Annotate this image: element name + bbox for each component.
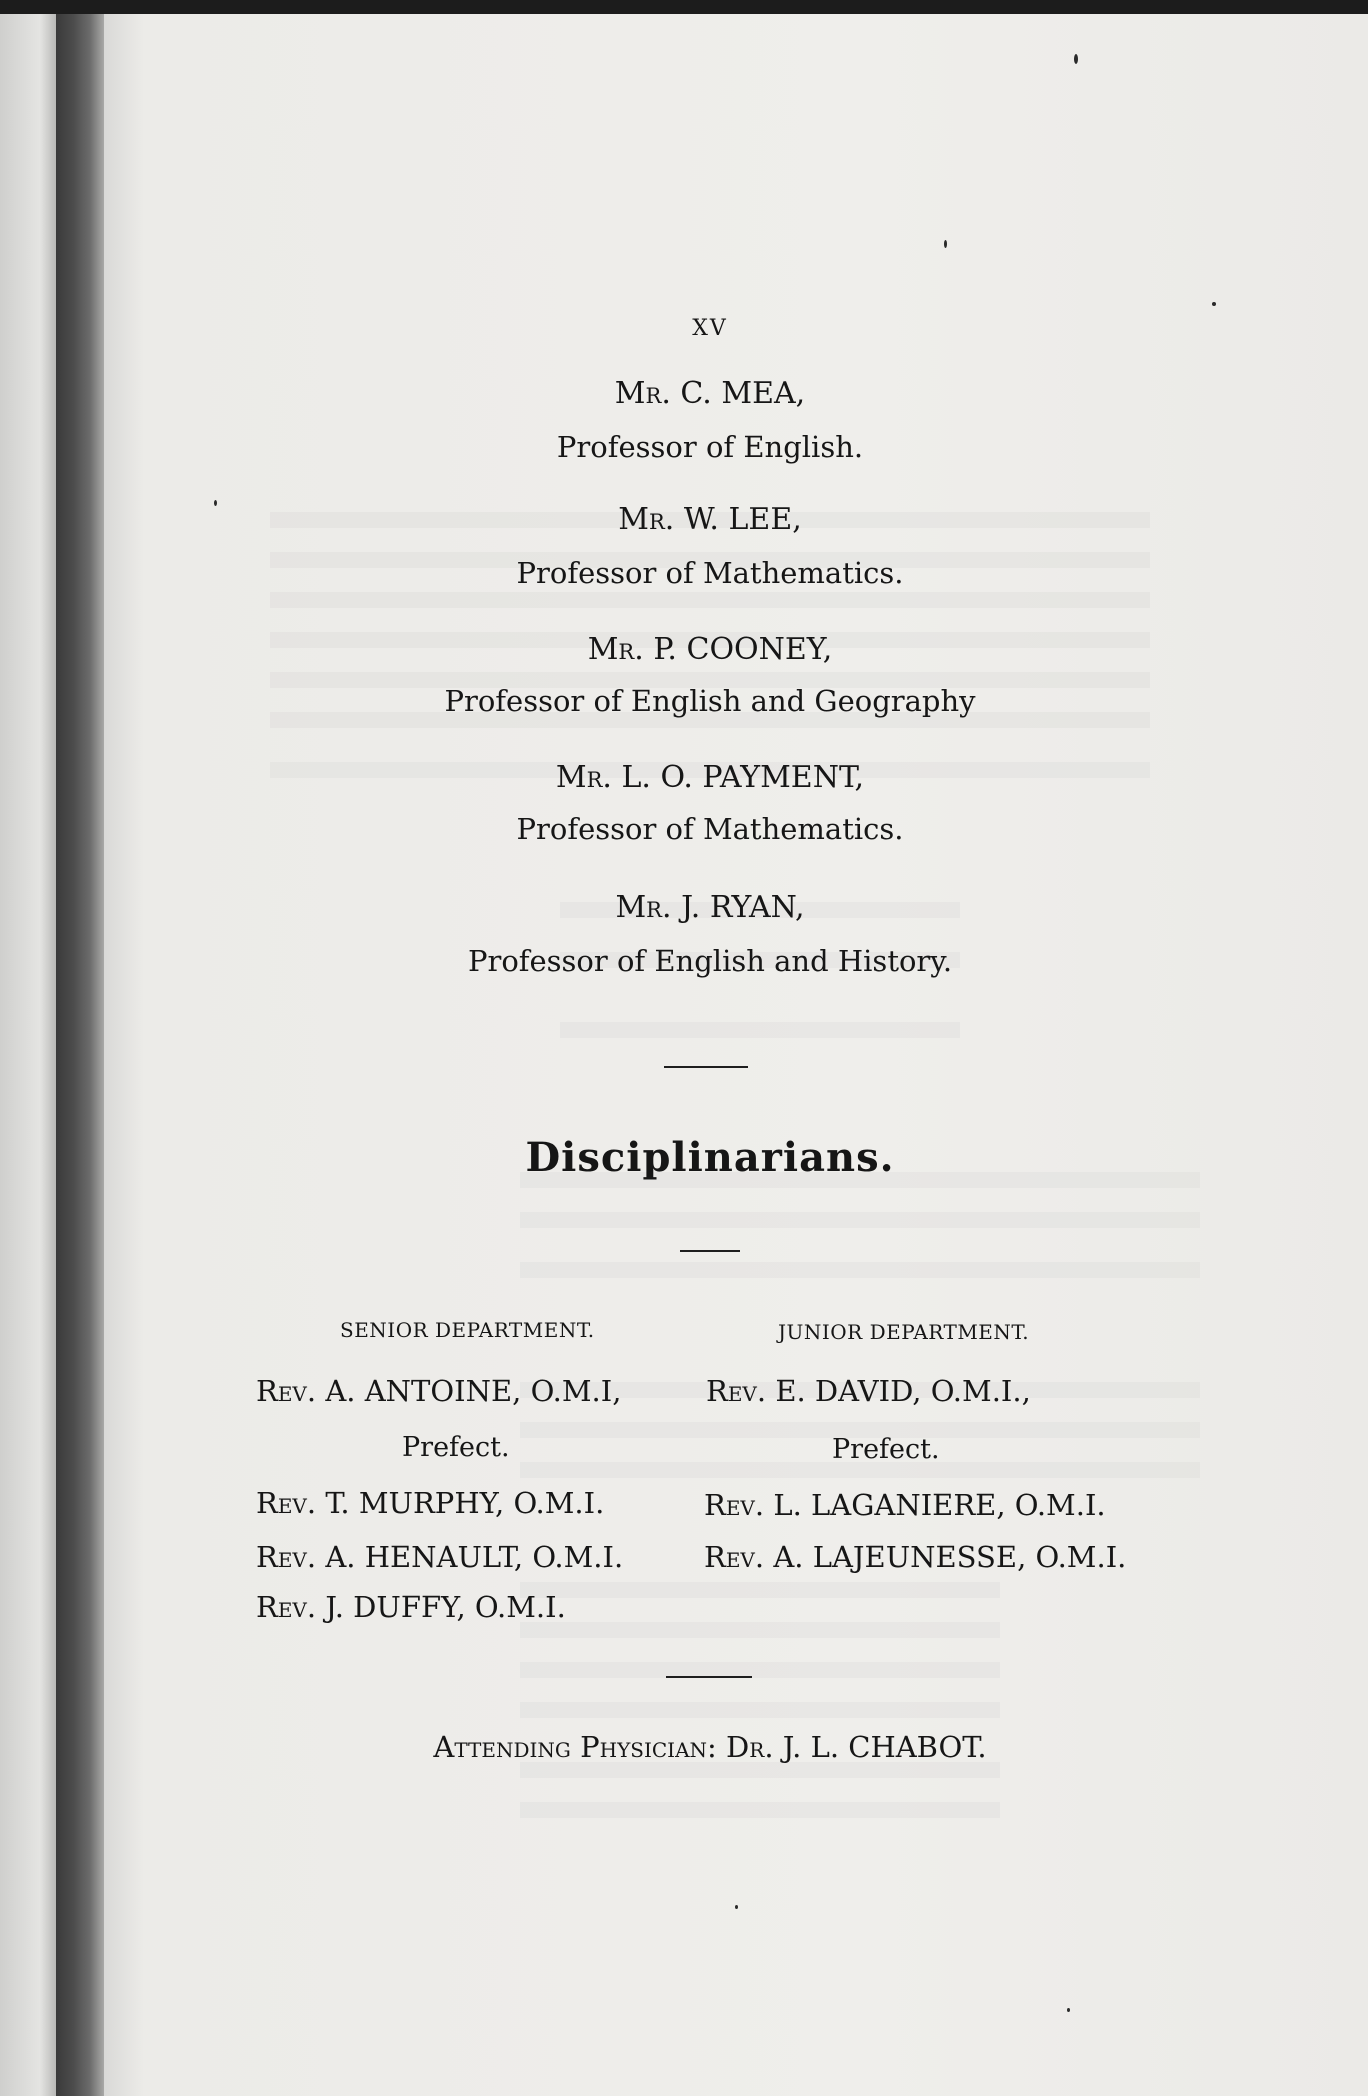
scan-top-border — [0, 0, 1368, 14]
section-divider — [680, 1250, 740, 1252]
junior-staff-name: Rev. L. LAGANIERE, O.M.I. — [704, 1488, 1106, 1522]
page-number: XV — [692, 316, 728, 341]
senior-prefect-label: Prefect. — [402, 1432, 510, 1463]
senior-staff-name: Rev. J. DUFFY, O.M.I. — [256, 1590, 566, 1624]
faculty-name: Mr. J. RYAN, — [615, 890, 805, 925]
junior-department-header: JUNIOR DEPARTMENT. — [778, 1320, 1030, 1344]
attending-physician: Attending Physician: Dr. J. L. CHABOT. — [433, 1730, 987, 1764]
faculty-name: Mr. C. MEA, — [614, 376, 806, 411]
dust-speck — [1067, 2008, 1070, 2012]
faculty-title: Professor of English and History. — [467, 944, 953, 978]
faculty-name: Mr. P. COONEY, — [587, 632, 833, 667]
dust-speck — [1212, 302, 1216, 306]
senior-staff-name: Rev. A. HENAULT, O.M.I. — [256, 1540, 624, 1574]
faculty-name: Mr. L. O. PAYMENT, — [555, 760, 865, 795]
faculty-title: Professor of English. — [556, 430, 864, 464]
senior-staff-name: Rev. A. ANTOINE, O.M.I, — [256, 1374, 622, 1408]
section-divider — [664, 1066, 748, 1068]
faculty-title: Professor of Mathematics. — [516, 556, 904, 590]
dust-speck — [944, 240, 947, 248]
section-divider — [666, 1676, 752, 1678]
junior-staff-name: Rev. E. DAVID, O.M.I., — [706, 1374, 1031, 1408]
junior-staff-name: Rev. A. LAJEUNESSE, O.M.I. — [704, 1540, 1127, 1574]
senior-department-header: SENIOR DEPARTMENT. — [340, 1318, 595, 1342]
dust-speck — [735, 1905, 738, 1909]
section-heading: Disciplinarians. — [525, 1134, 895, 1181]
faculty-title: Professor of Mathematics. — [516, 812, 904, 846]
left-margin — [0, 14, 56, 2096]
dust-speck — [1074, 54, 1078, 64]
faculty-name: Mr. W. LEE, — [618, 502, 802, 537]
junior-prefect-label: Prefect. — [832, 1434, 940, 1465]
faculty-title: Professor of English and Geography — [444, 684, 976, 718]
senior-staff-name: Rev. T. MURPHY, O.M.I. — [256, 1486, 605, 1520]
binding-shadow — [56, 14, 104, 2096]
dust-speck — [214, 500, 217, 506]
